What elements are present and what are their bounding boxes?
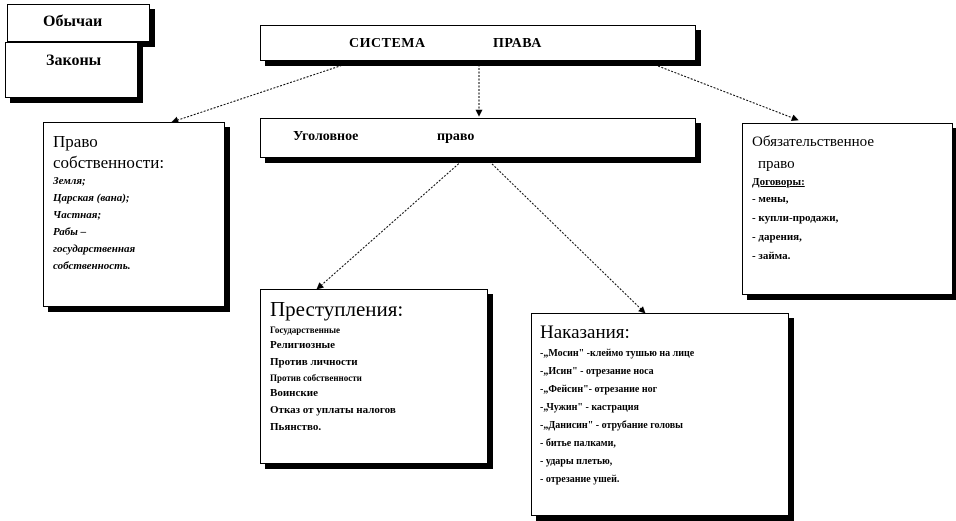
contract-item: - мены, [752, 193, 789, 205]
property-item: Земля; [53, 175, 86, 187]
crimes-title: Преступления: [270, 297, 404, 321]
system-title-part1: СИСТЕМА [349, 36, 426, 51]
obligation-title-line2: право [758, 156, 795, 172]
contract-item: - займа. [752, 250, 791, 262]
contracts-subtitle: Договоры: [752, 176, 805, 188]
property-law-box [43, 122, 225, 307]
system-title-part2: ПРАВА [493, 36, 542, 51]
crime-item: Государственные [270, 325, 340, 335]
punishments-box [531, 313, 789, 516]
property-title-line2: собственности: [53, 153, 165, 172]
property-item: собственность. [53, 260, 131, 272]
laws-label-box [5, 42, 138, 98]
obligation-title-line1: Обязательственное [752, 134, 874, 150]
crime-item: Пьянство. [270, 421, 322, 433]
property-item: Частная; [53, 209, 102, 221]
property-item: Царская (вана); [53, 192, 130, 204]
property-title-line1: Право [53, 132, 98, 151]
punishment-item: -„Исин" - отрезание носа [540, 366, 654, 377]
contract-item: - купли-продажи, [752, 212, 839, 224]
property-item: государственная [53, 243, 136, 255]
contract-item: - дарения, [752, 231, 802, 243]
criminal-law-part1: Уголовное [293, 129, 359, 144]
punishment-item: -„Чужин" - кастрация [540, 402, 639, 413]
punishment-item: -„Фейсин"- отрезание ног [540, 384, 658, 395]
punishment-item: - удары плетью, [540, 456, 613, 467]
crimes-box [260, 289, 488, 464]
arrow-to-property [172, 61, 355, 122]
punishments-title: Наказания: [540, 322, 630, 343]
arrow-to-punishments [487, 159, 645, 313]
obligation-law-box [742, 123, 953, 295]
customs-label-box [7, 4, 150, 42]
legal-system-box [260, 25, 696, 61]
crime-item: Воинские [270, 387, 318, 399]
criminal-law-part2: право [437, 129, 475, 144]
crime-item: Отказ от уплаты налогов [270, 404, 396, 416]
customs-label: Обычаи [43, 13, 103, 30]
crime-item: Против собственности [270, 373, 362, 383]
arrow-to-obligation [645, 61, 798, 120]
punishment-item: - битье палками, [540, 438, 616, 449]
crime-item: Религиозные [270, 339, 336, 351]
arrow-to-crimes [317, 159, 464, 289]
punishment-item: -„Данисин" - отрубание головы [540, 420, 683, 431]
punishment-item: -„Мосин" -клеймо тушью на лице [540, 348, 695, 359]
criminal-law-box [260, 118, 696, 158]
punishment-item: - отрезание ушей. [540, 474, 620, 485]
property-item: Рабы – [53, 226, 87, 238]
laws-label: Законы [46, 52, 102, 69]
crime-item: Против личности [270, 356, 358, 368]
